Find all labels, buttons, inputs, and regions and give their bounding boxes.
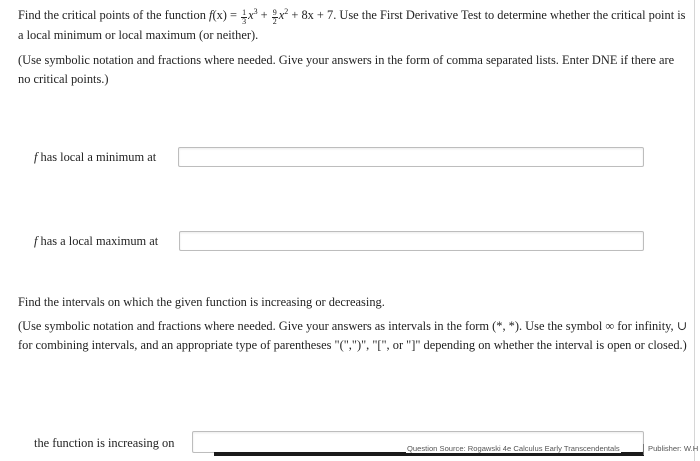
prompt-text-rest: + 8x + 7. Use the First Derivative Test to determine whether the critical point is a local minimum or local maximum (or neither).: [18, 8, 686, 42]
question1-instructions: (Use symbolic notation and fractions where needed. Give your answers in the form of comma separated lists. Enter DNE if there are no critical points.): [18, 53, 675, 86]
publisher-label: Publisher: W.H: [648, 444, 699, 453]
term2-exponent: 2: [284, 6, 289, 16]
function-name: f: [208, 8, 213, 22]
question2-prompt: Find the intervals on which the given function is increasing or decreasing.: [18, 295, 385, 309]
function-arg: (x) =: [212, 8, 241, 22]
fraction-one-third: $\frac{1}{3}$: [242, 8, 247, 26]
local-minimum-input[interactable]: [178, 147, 644, 167]
term1-exponent: 3: [253, 6, 258, 16]
question-source: Question Source: Rogawski 4e Calculus Early Transcendentals: [407, 444, 620, 453]
increasing-label: the function is increasing on: [34, 436, 175, 450]
prompt-text-start: Find the critical points of the function: [18, 8, 209, 22]
local-maximum-label: f has a local maximum at: [34, 234, 159, 248]
term1-variable: x: [248, 8, 254, 22]
question1-prompt: [18, 6, 686, 45]
term2-variable: x: [278, 8, 285, 22]
footer-divider: [643, 444, 644, 455]
question2-instructions: (Use symbolic notation and fractions where needed. Give your answers as intervals in the form (*, *). Use the symbol ∞ for infinity, ∪ for combining intervals, and an appropriate type of parentheses "(",")", "[", or "]" depending on whether the interval is open or closed.): [18, 319, 688, 352]
fraction-nine-halves: $\frac{9}{2}$: [272, 8, 277, 26]
local-maximum-input[interactable]: [179, 231, 644, 251]
plus-sign: +: [257, 8, 271, 22]
local-minimum-label: f has local a minimum at: [34, 150, 157, 164]
